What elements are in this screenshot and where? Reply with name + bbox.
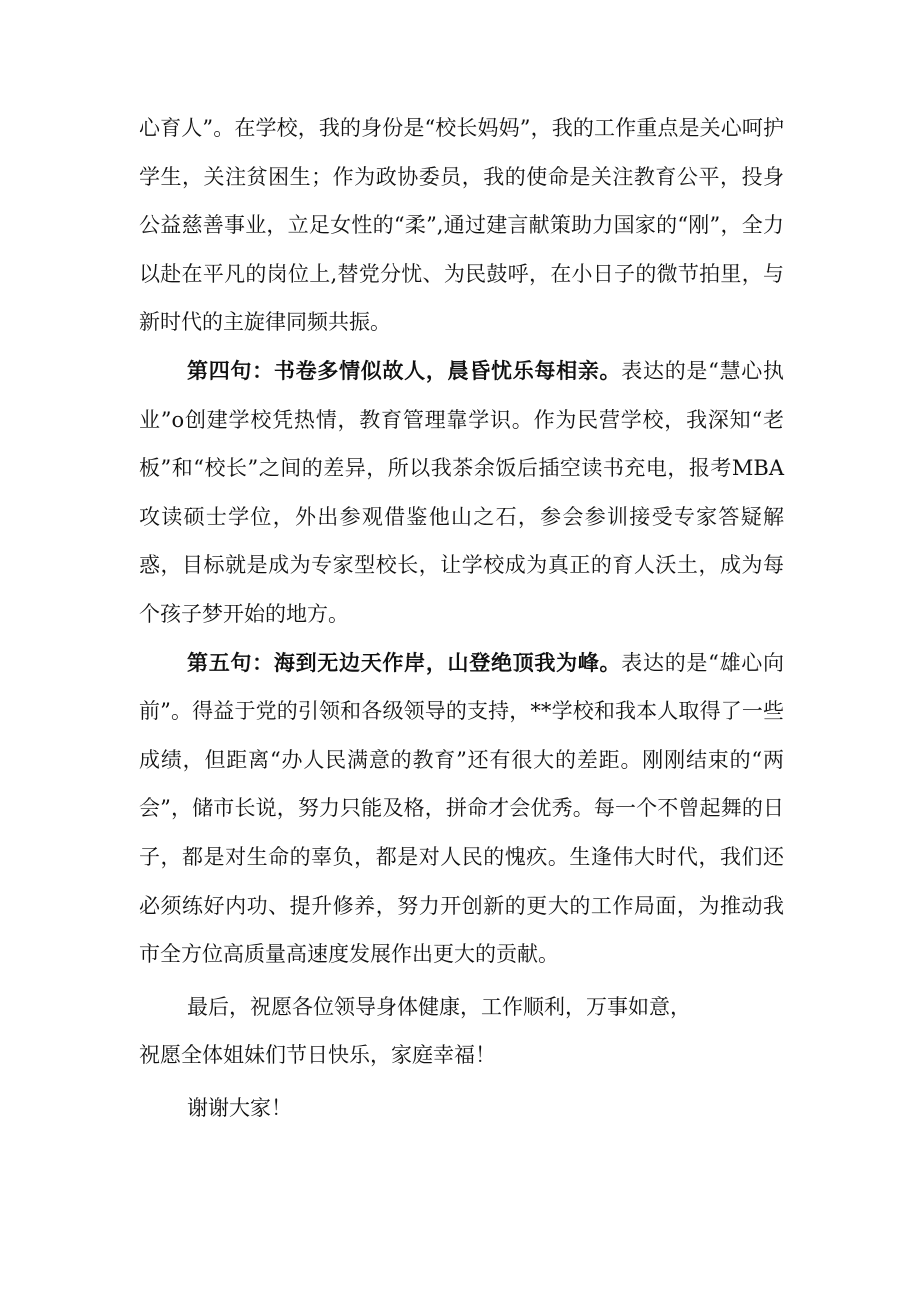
paragraph-text: 表达的是“慧心执业”o创建学校凭热情，教育管理靠学识。作为民营学校，我深知“老板”和“校长”之间的差异，所以我茶余饭后插空读书充电，报考MBA攻读硕士学位，外出参观借鉴他山之石，参会参训接受专家答疑解惑，目标就是成为专家型校长，让学校成为真正的育人沃土，成为每个孩子梦开始的地方。 — [139, 358, 784, 626]
closing-line-1: 最后，祝愿各位领导身体健康，工作顺利，万事如意， — [187, 994, 691, 1019]
closing-line-2: 祝愿全体姐妹们节日快乐，家庭幸福！ — [139, 1043, 496, 1068]
paragraph-fifth-sentence — [139, 639, 784, 979]
paragraph-lead-bold: 第四句：书卷多情似故人，晨昏忧乐每相亲。 — [187, 357, 622, 383]
paragraph-fourth-sentence — [139, 347, 784, 639]
closing-wishes — [139, 983, 784, 1080]
paragraph-role-duties — [139, 104, 784, 347]
thanks-line — [139, 1084, 784, 1133]
document-page — [139, 104, 784, 1132]
paragraph-lead-bold: 第五句：海到无边天作岸，山登绝顶我为峰。 — [187, 649, 622, 675]
thanks-text: 谢谢大家！ — [187, 1095, 292, 1120]
paragraph-text: 心育人”。在学校，我的身份是“校长妈妈”，我的工作重点是关心呵护学生，关注贫困生；作为政协委员，我的使命是关注教育公平，投身公益慈善事业，立足女性的“柔”,通过建言献策助力国家的“刚”，全力以赴在平凡的岗位上,替党分忧、为民鼓呼，在小日子的微节拍里，与新时代的主旋律同频共振。 — [139, 116, 784, 335]
paragraph-text: 表达的是“雄心向前”。得益于党的引领和各级领导的支持，**学校和我本人取得了一些成绩，但距离“办人民满意的教育”还有很大的差距。刚刚结束的“两会”，储市长说，努力只能及格，拼命才会优秀。每一个不曾起舞的日子，都是对生命的辜负，都是对人民的愧疚。生逢伟大时代，我们还必须练好内功、提升修养，努力开创新的更大的工作局面，为推动我市全方位高质量高速度发展作出更大的贡献。 — [139, 650, 784, 967]
